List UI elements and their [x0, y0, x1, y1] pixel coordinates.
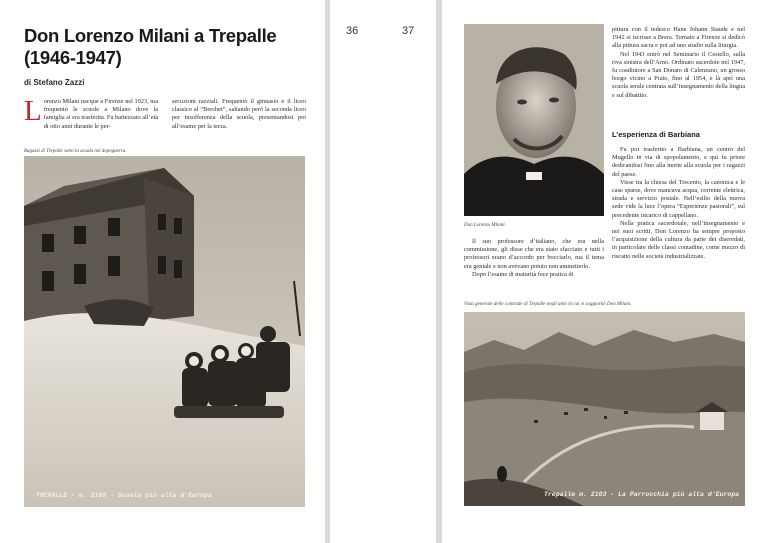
right-column-b-bottom: [612, 146, 745, 261]
portrait-photo: [464, 24, 604, 216]
page-number-left: 36: [346, 25, 359, 37]
article-column-2: secuzioni razziali. Frequentò il ginnasio e il liceo classico al “Berchet”, saltando però la seconda liceo per insofferenza della scuola, presentandosi poi all’esame per la terza.: [172, 98, 306, 130]
right-column-b-top: [612, 26, 745, 100]
children-photo-stamp: TREPALLE - m. 2100 - Scuola più alta d'Europa: [36, 492, 212, 499]
paragraph-b1: pittura con il tedesco Hans Johann Staude e nel 1942 si iscrisse a Brera. Tornato a Firenze si dedicò alla pittura sacra e poi ad uno studio sulla liturgia.: [612, 26, 745, 50]
page-number-right: 37: [402, 25, 415, 37]
portrait-image: [464, 24, 604, 216]
caption-portrait: Don Lorenzo Milani.: [464, 223, 506, 228]
right-page: [442, 0, 768, 543]
byline: di Stefano Zazzi: [24, 78, 85, 87]
right-column-a: [464, 238, 604, 279]
paragraph-b3: Fu poi trasferito a Barbiana, un centro del Mugello in via di spopolamento, e qui fu priore dedicandosi fino alla morte alla scuola per i ragazzi del paese.: [612, 146, 745, 178]
paragraph-b2: Nel 1943 entrò nel Seminario il Cestello, sulla riva sinistra dell’Arno. Ordinato sacerdote nel 1947, fu coadiutore a San Donato di Calenzano, un grosso borgo vicino a Prato, fino al 1954, e là aprì una scuola serale centrata sull’insegnamento della lingua e sul dibattito.: [612, 50, 745, 99]
paragraph-a1: Il suo professore d’italiano, che era nella commissione, gli disse che era stato sfacciato e tutti i professori erano d’accordo per bocciarlo, ma il tema era geniale e non avevano potuto non ammetterlo.: [464, 238, 604, 270]
left-page: [0, 0, 325, 543]
caption-valley-photo: Vista generale delle contrade di Trepalle negli anni in cui vi soggiornò Don Milani.: [464, 302, 632, 307]
section-heading: L’esperienza di Barbiana: [612, 130, 700, 139]
valley-photo-stamp: Trepalle m. 2103 - La Parrocchia più alta d'Europa: [544, 491, 740, 498]
valley-image: [464, 312, 745, 506]
children-school-image: [24, 156, 305, 507]
valley-photo: [464, 312, 745, 506]
paragraph-b4: Visse tra la chiesa del Trecento, la canonica e le case sparse, dove mancava acqua, corrente elettrica, strada e servizio postale. Nell’esilio della nuova sede vide la luce l’opera “Esperienze pastorali”, sul precedente incarico di cappellano.: [612, 178, 745, 219]
column-1-text: orenzo Milani nacque a Firenze nel 1923, ma frequentò le scuole a Milano dove la famiglia si era trasferita. Fu battezzato all’età di otto anni durante le per-: [43, 98, 158, 130]
article-column-1: [24, 95, 158, 131]
drop-cap: L: [24, 95, 42, 127]
caption-children-photo: Ragazzi di Trepalle sotto la scuola nel dopoguerra.: [24, 149, 127, 154]
paragraph-b5: Nella pratica sacerdotale, nell’insegnamento e nei suoi scritti, Don Lorenzo ha sempre proposto l’acquisizione della cultura da parte dei diseredati, in particolare delle classi contadine, come mezzo di riscatto nelle società industrializzate.: [612, 219, 745, 260]
children-school-photo: [24, 156, 305, 507]
paragraph-a2: Dopo l’esame di maturità fece pratica di: [472, 270, 574, 278]
article-title: Don Lorenzo Milani a Trepalle (1946-1947): [24, 25, 277, 68]
page-gutter: [330, 0, 436, 543]
